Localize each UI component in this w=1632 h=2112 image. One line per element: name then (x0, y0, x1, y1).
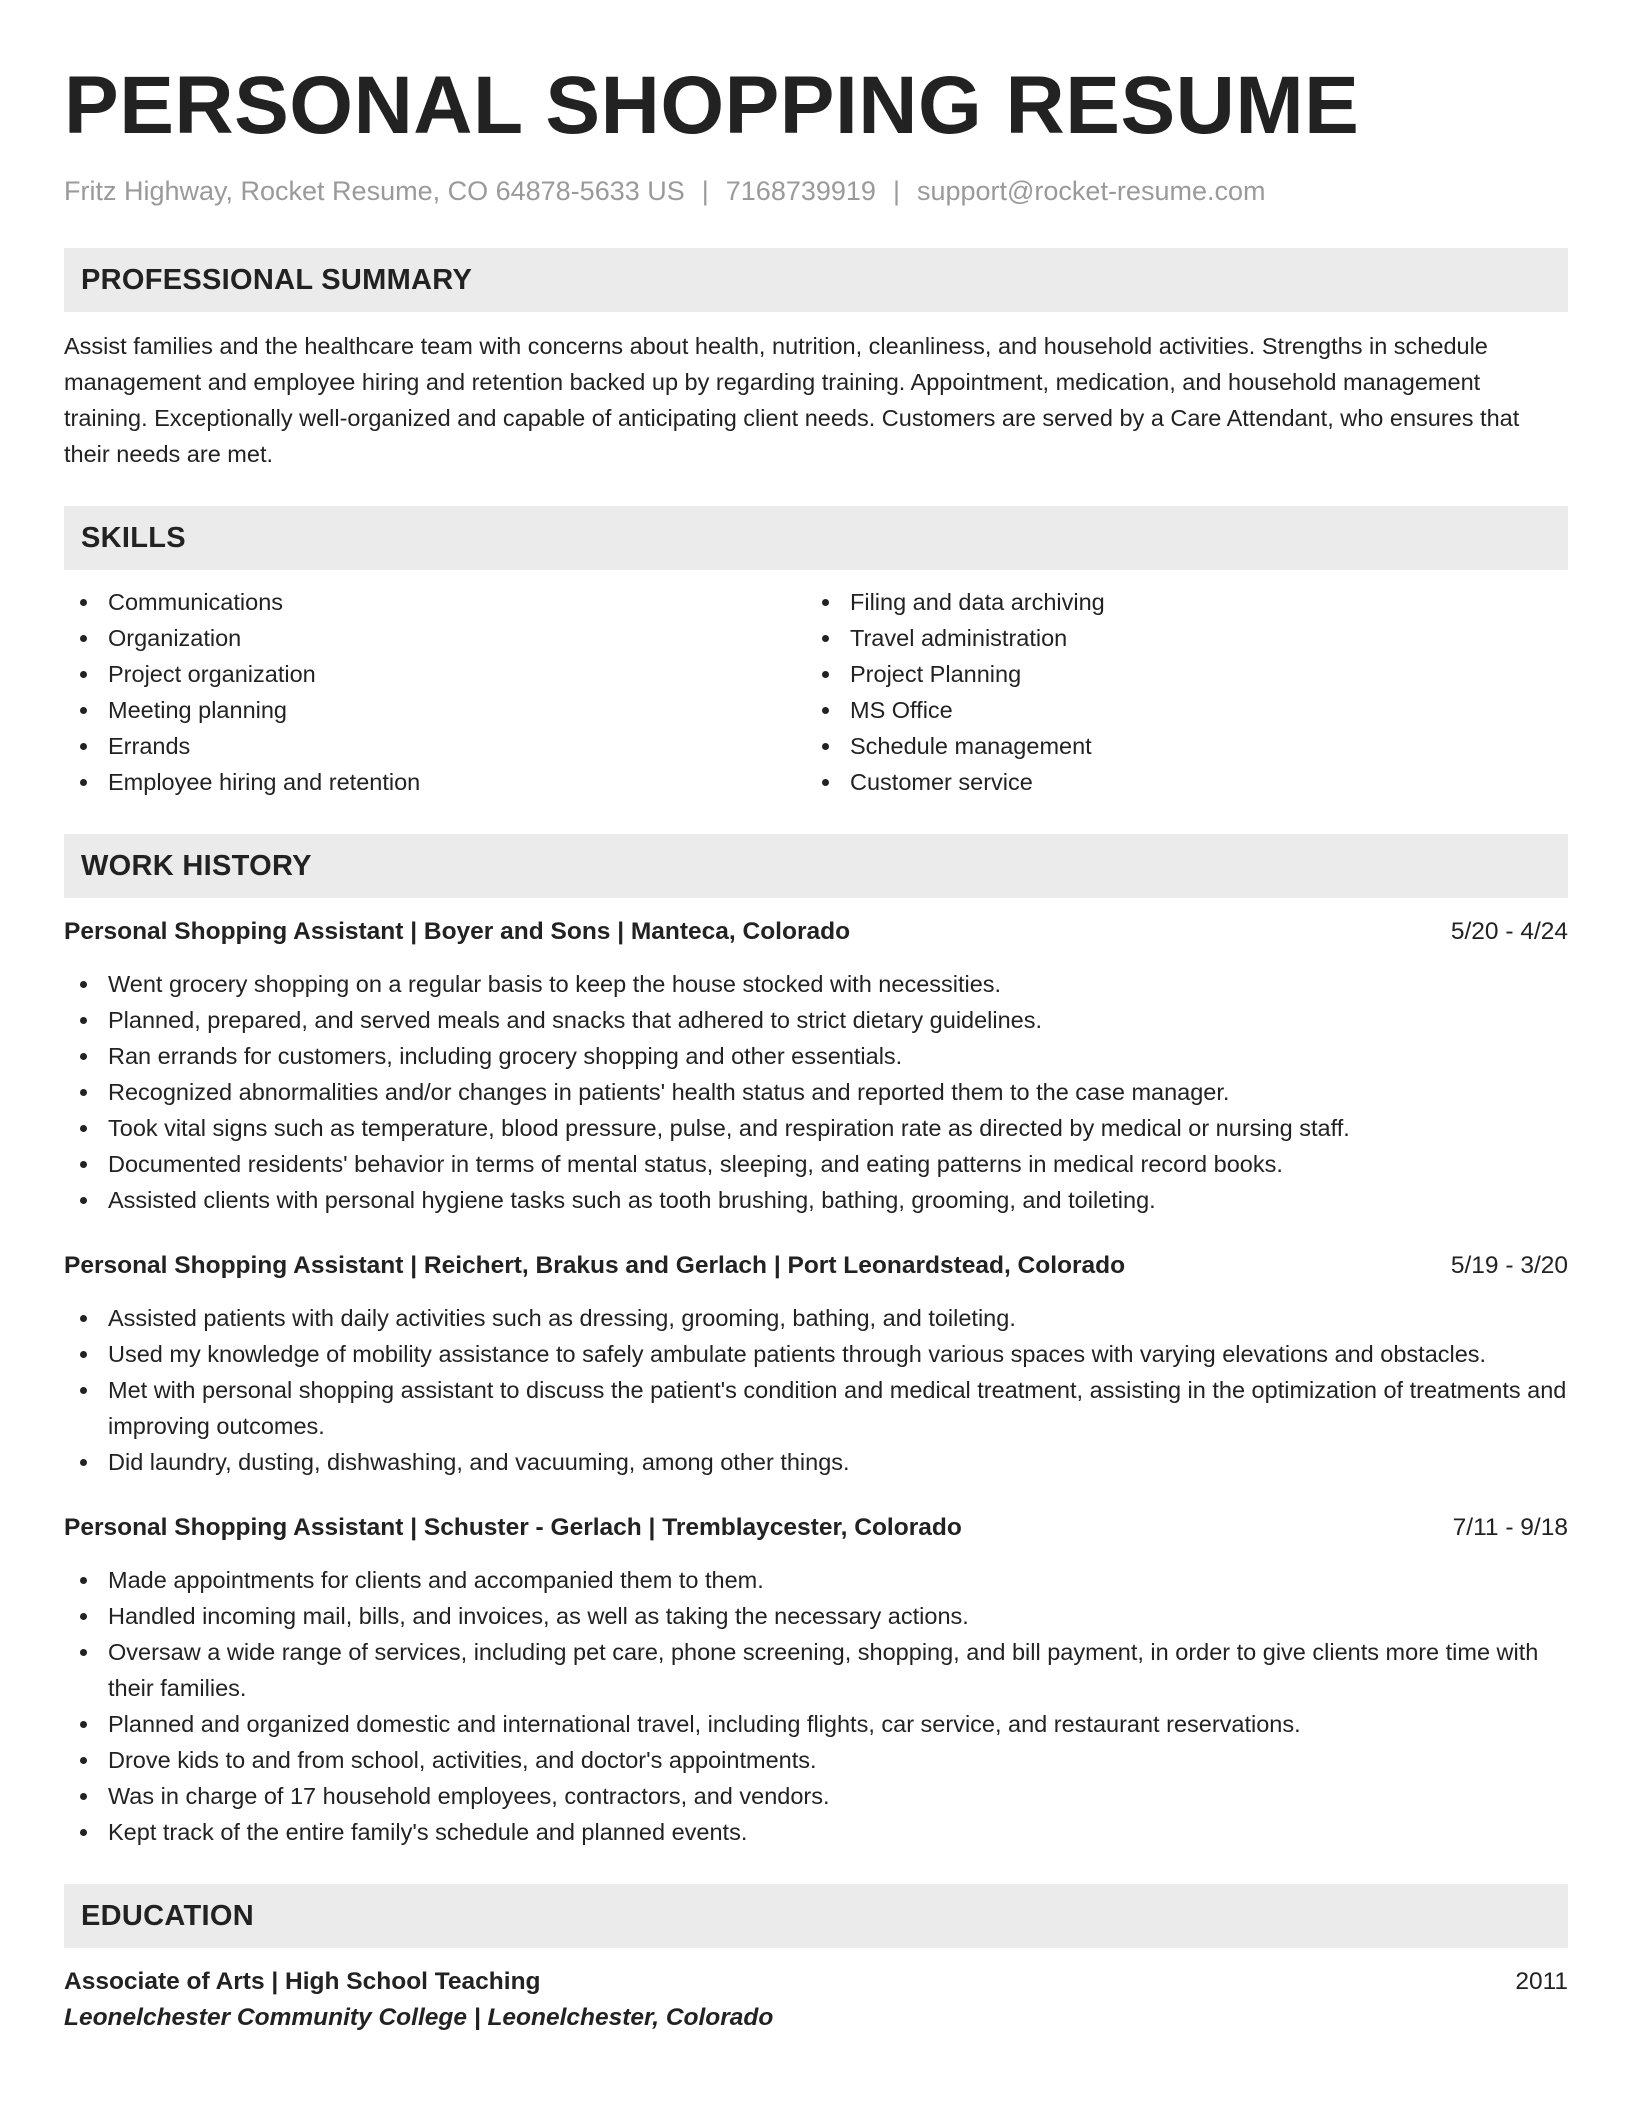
skill-item: Meeting planning (64, 692, 806, 728)
job-header-row (64, 914, 1568, 950)
job-bullet: Met with personal shopping assistant to discuss the patient's condition and medical treatment, assisting in the optimization of treatments and improving outcomes. (64, 1372, 1568, 1444)
job-dates: 5/20 - 4/24 (1450, 918, 1568, 945)
job-title: Personal Shopping Assistant | Reichert, Brakus and Gerlach | Port Leonardstead, Colorado (64, 1252, 1126, 1279)
skill-item: Employee hiring and retention (64, 764, 806, 800)
contact-separator: | (892, 176, 900, 206)
resume-title: PERSONAL SHOPPING RESUME (64, 60, 1360, 151)
contact-phone: 7168739919 (725, 176, 876, 206)
job-bullet: Went grocery shopping on a regular basis to keep the house stocked with necessities. (64, 966, 1568, 1002)
skill-item: Communications (64, 584, 806, 620)
skill-item: Project organization (64, 656, 806, 692)
job-bullet: Ran errands for customers, including grocery shopping and other essentials. (64, 1038, 1568, 1074)
skill-item: Errands (64, 728, 806, 764)
skill-item: Organization (64, 620, 806, 656)
skills-grid (64, 584, 1568, 800)
education-header-row (64, 1964, 1568, 2000)
job-bullet: Assisted clients with personal hygiene tasks such as tooth brushing, bathing, grooming, and toileting. (64, 1182, 1568, 1218)
education-heading: EDUCATION (64, 1884, 1568, 1948)
job-bullet: Did laundry, dusting, dishwashing, and vacuuming, among other things. (64, 1444, 1568, 1480)
skill-item: Travel administration (806, 620, 1548, 656)
job-bullet-list (64, 966, 1568, 1218)
skill-item: Customer service (806, 764, 1548, 800)
job-bullet: Planned, prepared, and served meals and snacks that adhered to strict dietary guidelines. (64, 1002, 1568, 1038)
education-section (64, 1884, 1568, 2036)
work-section (64, 834, 1568, 1850)
job-bullet: Used my knowledge of mobility assistance to safely ambulate patients through various spaces with varying elevations and obstacles. (64, 1336, 1568, 1372)
job-bullet: Made appointments for clients and accompanied them to them. (64, 1562, 1568, 1598)
skills-column-right (806, 584, 1548, 800)
education-school: Leonelchester Community College | Leonelchester, Colorado (64, 2004, 774, 2031)
skill-item: MS Office (806, 692, 1548, 728)
job-entry (64, 1510, 1568, 1850)
work-heading: WORK HISTORY (64, 834, 1568, 898)
education-degree: Associate of Arts | High School Teaching (64, 1968, 541, 1995)
job-title: Personal Shopping Assistant | Boyer and Sons | Manteca, Colorado (64, 918, 851, 945)
job-title: Personal Shopping Assistant | Schuster - Gerlach | Tremblaycester, Colorado (64, 1514, 962, 1541)
summary-text: Assist families and the healthcare team with concerns about health, nutrition, cleanliness, and household activities. Strengths in schedule management and employee hiring and retention backed up by regarding training. Appointment, medication, and household management training. Exceptionally well-organized and capable of anticipating client needs. Customers are served by a Care Attendant, who ensures that their needs are met. (64, 333, 1520, 467)
job-entry (64, 914, 1568, 1218)
job-bullet: Oversaw a wide range of services, including pet care, phone screening, shopping, and bill payment, in order to give clients more time with their families. (64, 1634, 1568, 1706)
job-header-row (64, 1510, 1568, 1546)
job-dates: 7/11 - 9/18 (1452, 1514, 1568, 1541)
job-list (64, 914, 1568, 1850)
contact-line (64, 174, 1568, 208)
contact-email: support@rocket-resume.com (916, 176, 1266, 206)
skills-section (64, 506, 1568, 800)
skill-item: Filing and data archiving (806, 584, 1548, 620)
job-bullet: Was in charge of 17 household employees, contractors, and vendors. (64, 1778, 1568, 1814)
summary-heading: PROFESSIONAL SUMMARY (64, 248, 1568, 312)
contact-separator: | (701, 176, 709, 206)
job-header-row (64, 1248, 1568, 1284)
job-bullet: Took vital signs such as temperature, blood pressure, pulse, and respiration rate as directed by medical or nursing staff. (64, 1110, 1568, 1146)
skill-item: Project Planning (806, 656, 1548, 692)
job-bullet: Assisted patients with daily activities such as dressing, grooming, bathing, and toileting. (64, 1300, 1568, 1336)
job-bullet-list (64, 1300, 1568, 1480)
skills-heading: SKILLS (64, 506, 1568, 570)
education-entry (64, 1964, 1568, 2036)
job-bullet: Kept track of the entire family's schedule and planned events. (64, 1814, 1568, 1850)
job-dates: 5/19 - 3/20 (1450, 1252, 1568, 1279)
job-bullet: Handled incoming mail, bills, and invoices, as well as taking the necessary actions. (64, 1598, 1568, 1634)
job-bullet: Documented residents' behavior in terms of mental status, sleeping, and eating patterns in medical record books. (64, 1146, 1568, 1182)
skills-column-left (64, 584, 806, 800)
education-year: 2011 (1515, 1968, 1568, 1995)
job-entry (64, 1248, 1568, 1480)
job-bullet-list (64, 1562, 1568, 1850)
summary-section (64, 248, 1568, 472)
job-bullet: Recognized abnormalities and/or changes in patients' health status and reported them to the case manager. (64, 1074, 1568, 1110)
job-bullet: Planned and organized domestic and international travel, including flights, car service, and restaurant reservations. (64, 1706, 1568, 1742)
job-bullet: Drove kids to and from school, activities, and doctor's appointments. (64, 1742, 1568, 1778)
contact-address: Fritz Highway, Rocket Resume, CO 64878-5633 US (64, 176, 685, 206)
skill-item: Schedule management (806, 728, 1548, 764)
